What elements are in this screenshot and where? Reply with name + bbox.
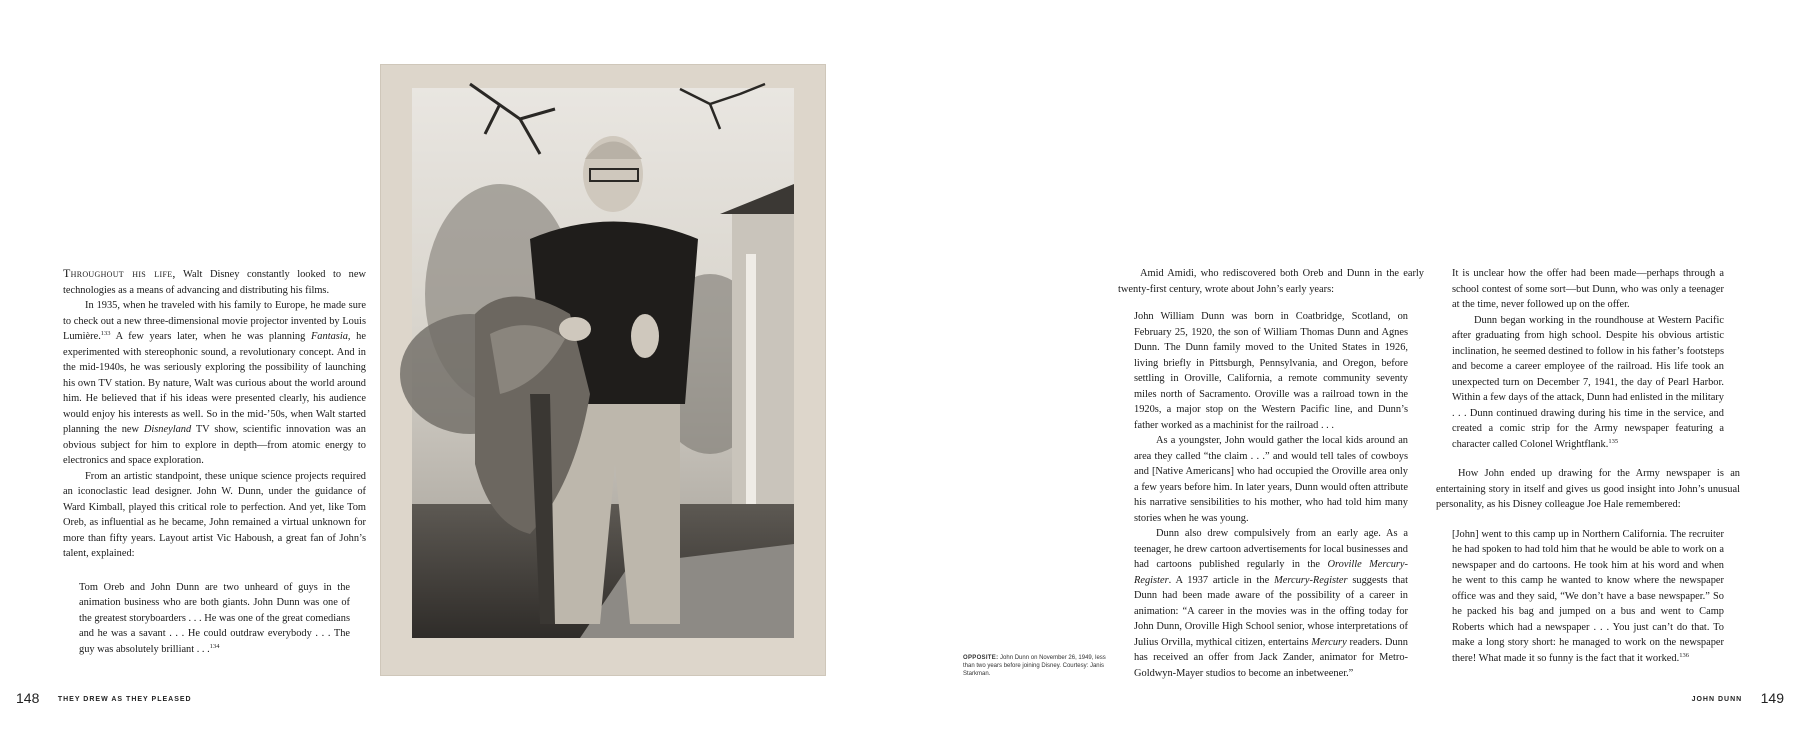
haboush-quote: Tom Oreb and John Dunn are two unheard of guys in the animation business who are both giants. John Dunn was one of the greatest storyboarders . . . He was one of the great comedians and he was a savant . . . He could outdraw everybody . . . The guy was absolutely brilliant . . .$^{134}$ (79, 581, 350, 655)
running-head-left: THEY DREW AS THEY PLEASED (57, 696, 192, 703)
paragraph-artistic: From an artistic standpoint, these unique science projects required an iconoclastic lead designer. John W. Dunn, under the guidance of Ward Kimball, played this critical role to perfection. And yet, like Tom Oreb, as influential as he became, John remained a virtual unknown for more than fifty years. Layout artist Vic Haboush, a great fan of John’s talent, explained: (63, 470, 366, 559)
left-folio (16, 690, 192, 708)
left-text-column (63, 266, 366, 657)
right-folio (1692, 690, 1784, 708)
amidi-quote-p5: Dunn began working in the roundhouse at Western Pacific after graduating from high school. Despite his obvious artistic inclination, he seemed destined to follow in his father’s footsteps and become a career employee of the railroad. His life took an unexpected turn on December 7, 1941, the day of Pearl Harbor. Within a few days of the attack, Dunn had enlisted in the military . . . Dunn continued drawing during his time in the service, and created a comic strip for the Army newspaper featuring a character called Colonel Wrightflank.$^{135}$ (1452, 314, 1724, 450)
opening-smallcaps: Throughout his life, (63, 266, 176, 280)
amidi-quote-p2: As a youngster, John would gather the local kids around an area they called “the claim . . .” and would tell tales of cowboys and [Native Americans] who had occupied the Oroville area only a few years before him. In later years, Dunn would often attribute his narrative sensibilities to his mother, who had told him many stories when he was young. (1134, 435, 1408, 524)
amidi-quote-p3: Dunn also drew compulsively from an early age. As a teenager, he drew cartoon advertisements for local businesses and had cartoons published regularly in the Oroville Mercury-Register. A 1937 article in the Mercury-Register suggests that Dunn had been made aware of the possibility of a career in animation: “A career in the movies was in the offing today for John Dunn, Oroville High School senior, whose interpretations of Julius Orvilla, mythical citizen, entertains Mercury readers. Dunn has received an offer from Jack Zander, animator for Metro-Goldwyn-Mayer studios to become an inbetweener.” (1134, 528, 1409, 679)
page-number-left: 148 (16, 690, 40, 706)
right-text-column-1 (1118, 266, 1424, 681)
john-dunn-photo (380, 64, 826, 676)
paragraph-1935: In 1935, when he traveled with his family to Europe, he made sure to check out a new three-dimensional movie projector invented by Louis Lumière.$^{133}$ A few years later, when he was planning Fantasia, he experimented with stereophonic sound, a revolutionary concept. And in the mid-1940s, he was seriously exploring the possibility of launching his own TV station. By nature, Walt was curious about the world around him. He believed that if his ideas were presented clearly, his audience would enjoy his interests as well. So in the mid-’50s, when Walt started planning the new Disneyland TV show, scientific innovation was an obvious subject for him to explore in depth—from atomic energy to electronics and space exploration. (63, 300, 366, 466)
running-head-right: JOHN DUNN (1691, 696, 1743, 703)
amidi-quote (1134, 309, 1408, 681)
amidi-quote-p1: John William Dunn was born in Coatbridge, Scotland, on February 25, 1920, the son of William Thomas Dunn and Agnes Dunn. The Dunn family moved to the United States in 1926, living briefly in Pittsburgh, Pennsylvania, and Oregon, before settling in Oroville, California, a remote community seventy miles north of Sacramento. Oroville was a railroad town in the 1920s, a major stop on the Western Pacific line, and Dunn’s father worked as a machinist for the railroad . . . (1134, 311, 1408, 431)
amidi-quote-continued (1452, 266, 1724, 452)
right-text-column-2 (1436, 266, 1740, 666)
photo-caption: OPPOSITE: John Dunn on November 26, 1949, less than two years before joining Disney. Courtesy: Janis Starkman. (963, 655, 1106, 677)
opening-paragraph: Throughout his life, Walt Disney constantly looked to new technologies as a means of advancing and distributing his films. (63, 266, 366, 296)
hale-intro: How John ended up drawing for the Army newspaper is an entertaining story in itself and gives us good insight into John’s unusual personality, as his Disney colleague Joe Hale remembered: (1436, 468, 1740, 510)
photo-image (380, 64, 826, 676)
amidi-quote-p4: It is unclear how the offer had been made—perhaps through a school contest of some sort—but Dunn, who was only a teenager at the time, never followed up on the offer. (1452, 268, 1724, 310)
amidi-intro: Amid Amidi, who rediscovered both Oreb and Dunn in the early twenty-first century, wrote about John’s early years: (1118, 268, 1424, 295)
hale-quote: [John] went to this camp up in Northern California. The recruiter he had spoken to had told him that he would be able to work on a newspaper and do cartoons. He took him at his word and when he went to this camp he wanted to know where the newspaper office was and they said, “We don’t have a base newspaper.” So he packed his bag and jumped on a bus and went to Camp Roberts which had a newspaper . . . You just can’t do that. To make a long story short: he managed to work on the newspaper there! What made it so funny is the fact that it worked.$^{136}$ (1452, 528, 1724, 664)
page-number-right: 149 (1760, 690, 1784, 706)
